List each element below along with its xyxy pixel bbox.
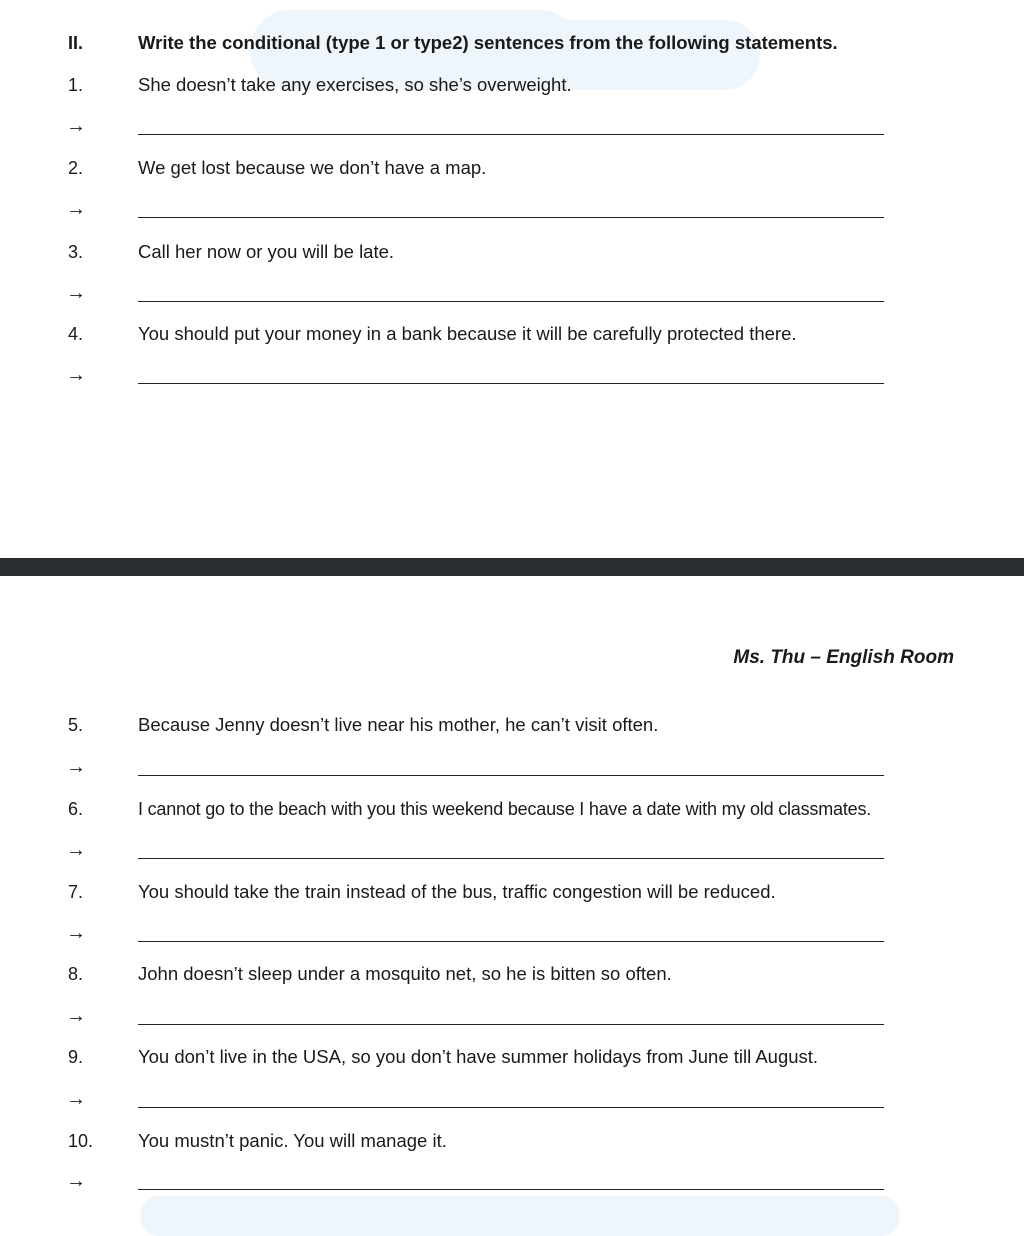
- exercise-item: [0, 710, 1024, 740]
- answer-line[interactable]: [0, 752, 1024, 782]
- answer-blank[interactable]: [138, 383, 884, 384]
- item-number: 9.: [68, 1047, 84, 1067]
- teacher-signature: Ms. Thu – English Room: [733, 647, 954, 668]
- page-divider: [0, 558, 1024, 576]
- answer-blank[interactable]: [138, 941, 884, 942]
- exercise-item: [0, 237, 1024, 267]
- item-sentence: She doesn’t take any exercises, so she’s overweight.: [138, 74, 572, 95]
- answer-line[interactable]: [0, 194, 1024, 224]
- exercise-item: [0, 877, 1024, 907]
- item-sentence: Call her now or you will be late.: [138, 241, 395, 262]
- answer-line[interactable]: [0, 278, 1024, 308]
- arrow-icon: →: [66, 115, 86, 137]
- answer-line[interactable]: [0, 111, 1024, 141]
- item-sentence: John doesn’t sleep under a mosquito net, so he is bitten so often.: [138, 963, 672, 984]
- answer-line[interactable]: [0, 360, 1024, 390]
- item-sentence: You don’t live in the USA, so you don’t have summer holidays from June till August.: [138, 1046, 819, 1067]
- arrow-icon: →: [66, 1005, 86, 1027]
- item-sentence: You should put your money in a bank because it will be carefully protected there.: [138, 323, 797, 344]
- answer-blank[interactable]: [138, 301, 884, 302]
- answer-blank[interactable]: [138, 1024, 884, 1025]
- item-number: 6.: [68, 799, 84, 819]
- answer-line[interactable]: [0, 1166, 1024, 1196]
- arrow-icon: →: [66, 364, 86, 386]
- answer-line[interactable]: [0, 918, 1024, 948]
- answer-blank[interactable]: [138, 1189, 884, 1190]
- item-number: 10.: [68, 1131, 94, 1151]
- item-sentence: We get lost because we don’t have a map.: [138, 157, 487, 178]
- item-number: 5.: [68, 715, 84, 735]
- answer-blank[interactable]: [138, 858, 884, 859]
- exercise-item: [0, 959, 1024, 989]
- exercise-item: [0, 1042, 1024, 1072]
- arrow-icon: →: [66, 282, 86, 304]
- item-number: 7.: [68, 882, 84, 902]
- item-sentence: You should take the train instead of the bus, traffic congestion will be reduced.: [138, 881, 776, 902]
- answer-blank[interactable]: [138, 134, 884, 135]
- arrow-icon: →: [66, 1088, 86, 1110]
- exercise-item: [0, 70, 1024, 100]
- answer-line[interactable]: [0, 1084, 1024, 1114]
- exercise-item: [0, 153, 1024, 183]
- answer-line[interactable]: [0, 1001, 1024, 1031]
- exercise-item: [0, 794, 1024, 824]
- arrow-icon: →: [66, 756, 86, 778]
- arrow-icon: →: [66, 922, 86, 944]
- exercise-item: [0, 1126, 1024, 1156]
- exercise-item: [0, 319, 1024, 349]
- item-number: 1.: [68, 75, 84, 95]
- item-number: 3.: [68, 242, 84, 262]
- item-sentence: I cannot go to the beach with you this weekend because I have a date with my old classmates.: [138, 799, 872, 819]
- arrow-icon: →: [66, 198, 86, 220]
- item-number: 8.: [68, 964, 84, 984]
- arrow-icon: →: [66, 1170, 86, 1192]
- item-sentence: Because Jenny doesn’t live near his mother, he can’t visit often.: [138, 714, 659, 735]
- item-number: 4.: [68, 324, 84, 344]
- item-sentence: You mustn’t panic. You will manage it.: [138, 1130, 447, 1151]
- section-number: II.: [68, 33, 84, 53]
- answer-blank[interactable]: [138, 775, 884, 776]
- section-heading: [0, 28, 1024, 58]
- arrow-icon: →: [66, 839, 86, 861]
- answer-line[interactable]: [0, 835, 1024, 865]
- answer-blank[interactable]: [138, 217, 884, 218]
- item-number: 2.: [68, 158, 84, 178]
- answer-blank[interactable]: [138, 1107, 884, 1108]
- section-instruction: Write the conditional (type 1 or type2) sentences from the following statements.: [138, 32, 838, 53]
